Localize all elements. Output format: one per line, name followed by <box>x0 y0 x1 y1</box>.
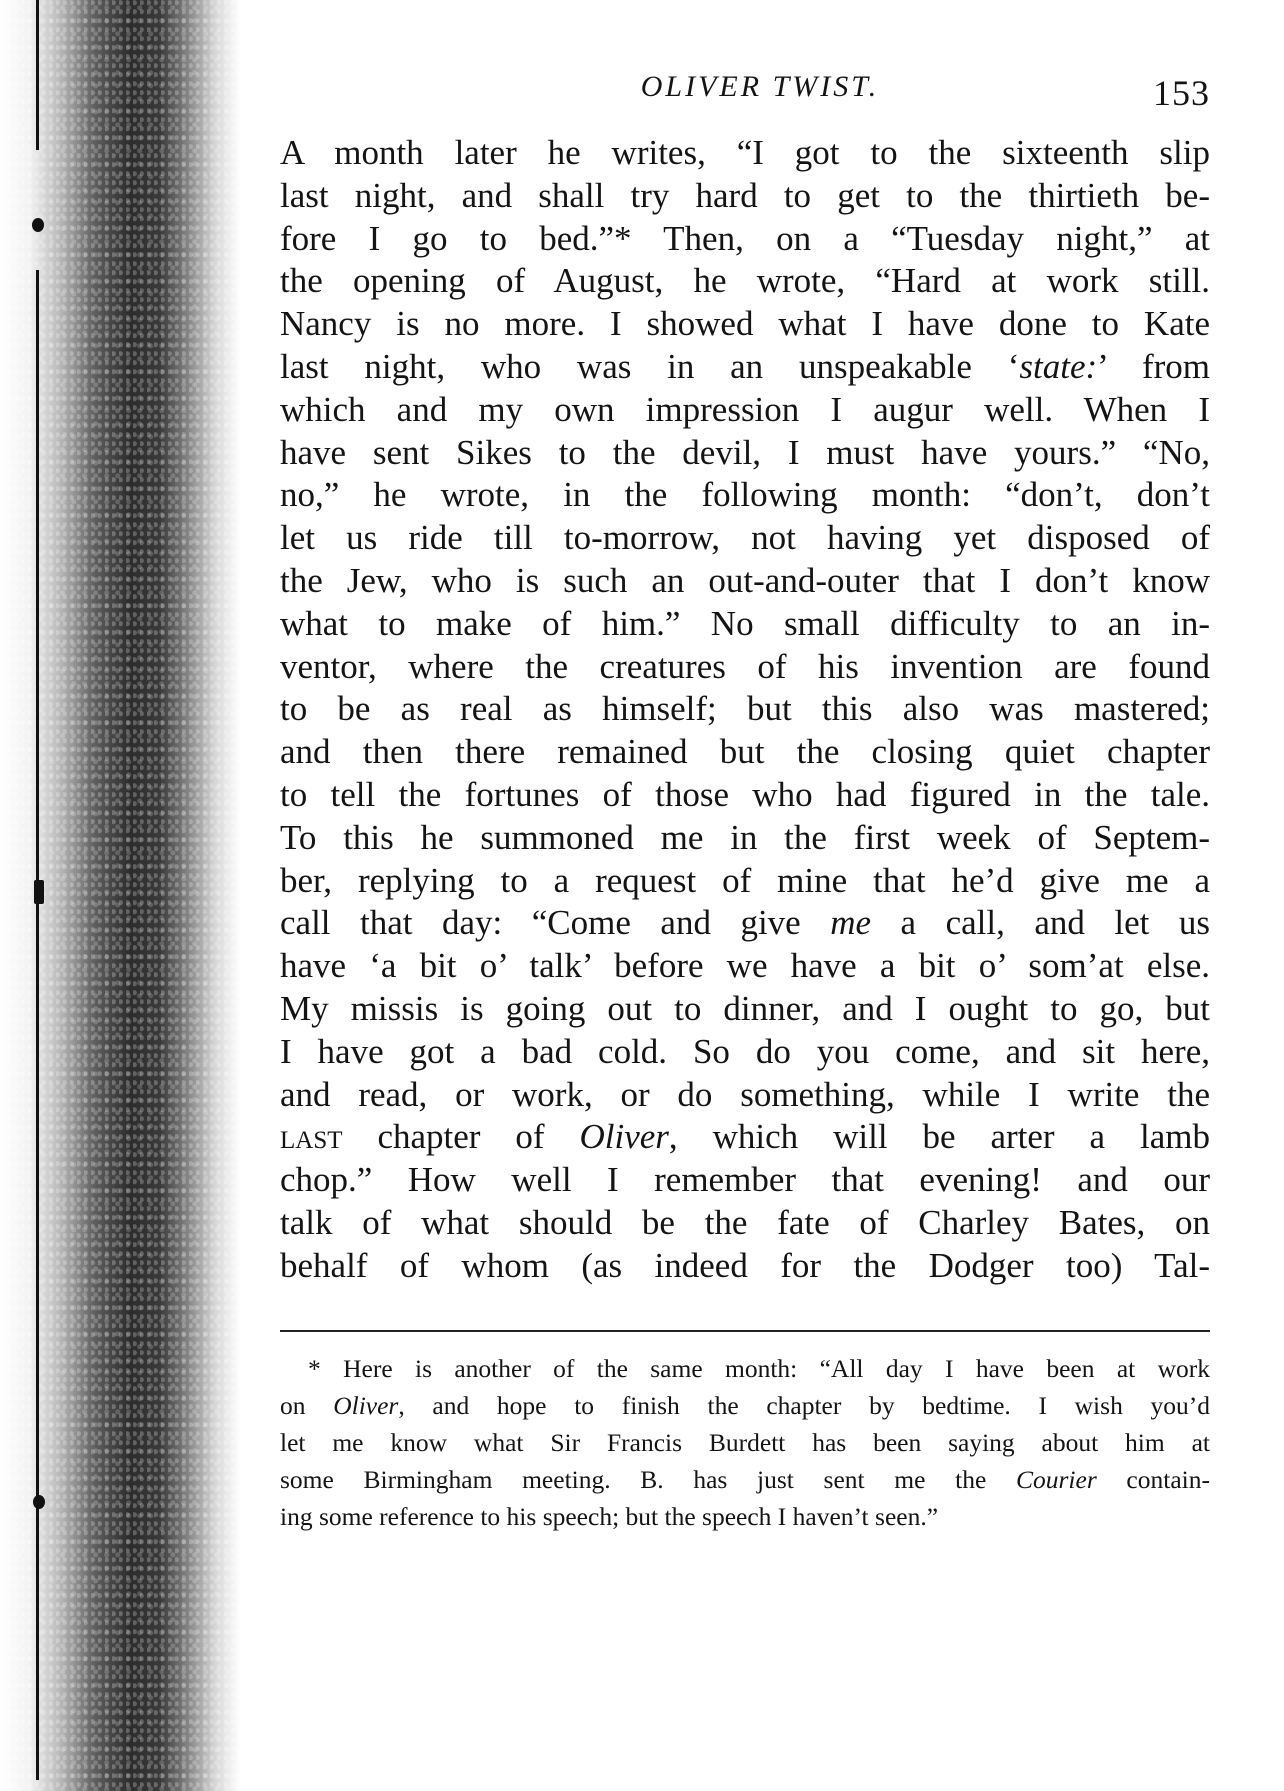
italic-word: Oliver <box>333 1391 399 1420</box>
text-line: which and my own impression I augur well. When I <box>280 389 1210 429</box>
text-line: ber, replying to a request of mine that he’d give me a <box>280 860 1210 900</box>
text-line: the opening of August, he wrote, “Hard at work still. <box>280 261 1210 301</box>
italic-word: Oliver <box>579 1117 669 1157</box>
text-line: A month later he writes, “I got to the sixteenth slip <box>280 133 1210 172</box>
text-line: fore I go to bed.”* Then, on a “Tuesday night,” at <box>280 218 1210 258</box>
text-line: to tell the fortunes of those who had figured in the tale. <box>280 774 1210 814</box>
text-line: To this he summoned me in the first week of Septem- <box>280 817 1210 857</box>
footnote-line: * Here is another of the same month: “All day I have been at work <box>308 1354 1210 1383</box>
text-line: chop.” How well I remember that evening! and our <box>280 1160 1210 1200</box>
binding-mark <box>32 218 44 232</box>
footnote <box>280 1350 1210 1535</box>
text-line: let us ride till to-morrow, not having yet disposed of <box>280 518 1210 558</box>
small-caps-word: last <box>280 1117 343 1157</box>
binding-edge <box>36 270 39 1780</box>
text-line: have sent Sikes to the devil, I must have yours.” “No, <box>280 432 1210 472</box>
page-number: 153 <box>1153 73 1210 113</box>
text-line: last chapter of Oliver, which will be arter a lamb <box>280 1117 1210 1157</box>
text-line: behalf of whom (as indeed for the Dodger too) Tal- <box>280 1245 1210 1285</box>
text-line: and then there remained but the closing quiet chapter <box>280 732 1210 772</box>
text-line: no,” he wrote, in the following month: “don’t, don’t <box>280 475 1210 515</box>
text-line: and read, or work, or do something, while I write the <box>280 1074 1210 1114</box>
binding-edge <box>36 0 39 150</box>
italic-word: Courier <box>1015 1465 1097 1494</box>
text-line: call that day: “Come and give me a call, and let us <box>280 903 1210 943</box>
running-title: OLIVER TWIST. <box>640 70 880 103</box>
italic-word: me <box>830 903 872 943</box>
text-line: the Jew, who is such an out-and-outer that I don’t know <box>280 560 1210 600</box>
text-line: talk of what should be the fate of Charley Bates, on <box>280 1202 1210 1242</box>
text-line: have ‘a bit o’ talk’ before we have a bit o’ som’at else. <box>280 946 1210 986</box>
body-text <box>280 132 1210 1288</box>
text-line: ventor, where the creatures of his invention are found <box>280 646 1210 686</box>
text-line: My missis is going out to dinner, and I ought to go, but <box>280 988 1210 1028</box>
running-head <box>280 70 1210 120</box>
text-line: to be as real as himself; but this also was mastered; <box>280 689 1210 729</box>
text-line: last night, who was in an unspeakable ‘state:’ from <box>280 346 1210 386</box>
text-line: last night, and shall try hard to get to the thirtieth be- <box>280 175 1210 215</box>
italic-word: state: <box>1019 346 1098 386</box>
binding-mark <box>34 880 44 904</box>
footnote-line: on Oliver, and hope to finish the chapter by bedtime. I wish you’d <box>280 1391 1210 1420</box>
footnote-line: let me know what Sir Francis Burdett has been saying about him at <box>280 1428 1210 1457</box>
footnote-line: some Birmingham meeting. B. has just sent me the Courier contain- <box>280 1465 1210 1494</box>
text-line: what to make of him.” No small difficulty to an in- <box>280 603 1210 643</box>
footnote-rule <box>280 1330 1210 1332</box>
binding-mark <box>33 1495 45 1509</box>
text-line: I have got a bad cold. So do you come, and sit here, <box>280 1031 1210 1071</box>
footnote-line: ing some reference to his speech; but the speech I haven’t seen.” <box>280 1502 939 1531</box>
text-line: Nancy is no more. I showed what I have done to Kate <box>280 304 1210 344</box>
